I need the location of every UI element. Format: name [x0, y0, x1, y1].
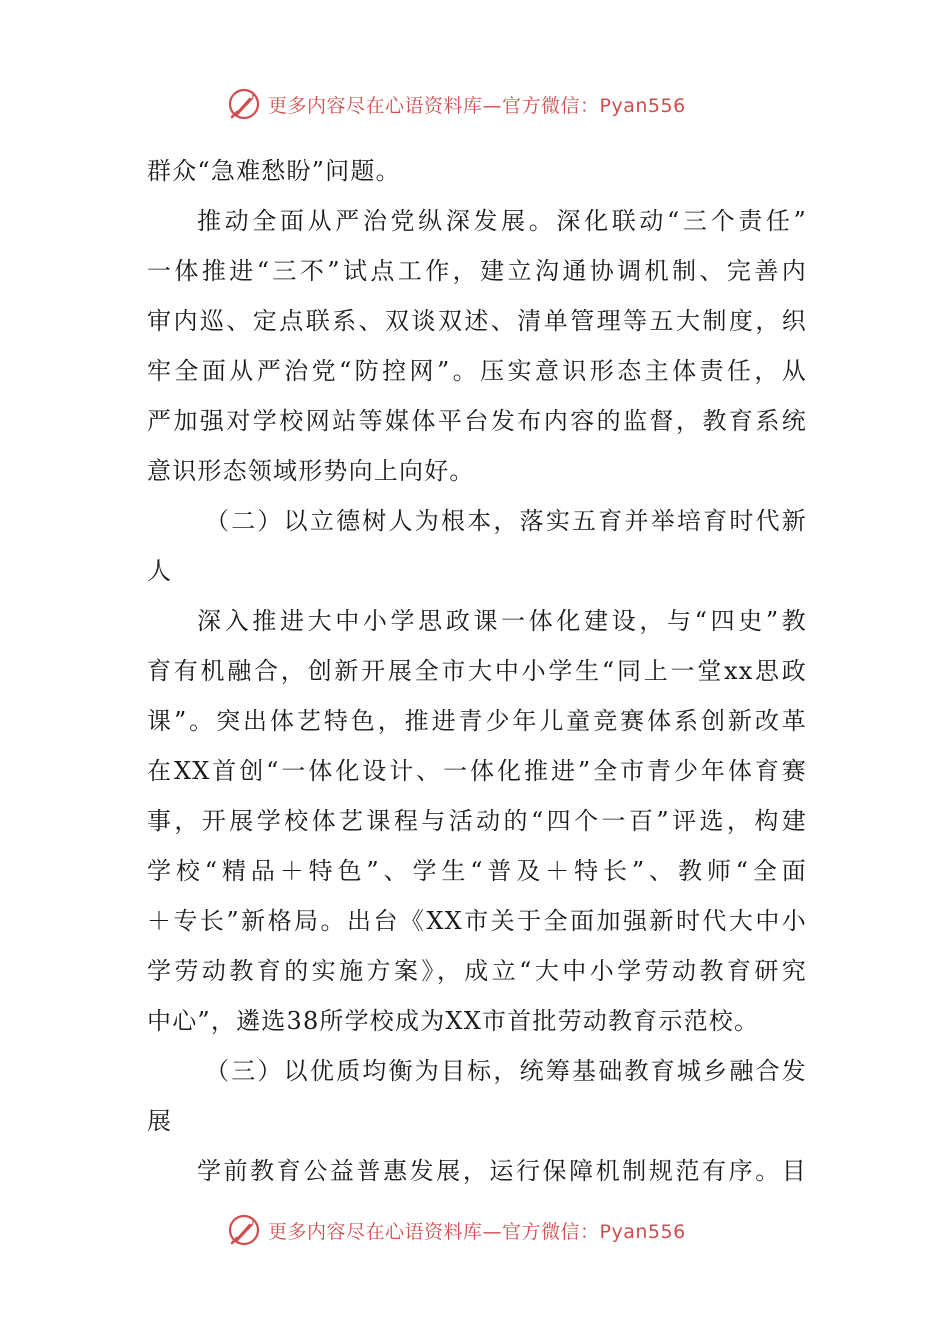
- section-heading-line: 展: [147, 1107, 173, 1135]
- body-line: 育有机融合，创新开展全市大中小学生“同上一堂xx思政: [147, 657, 807, 685]
- section-heading-line: （二）以立德树人为根本，落实五育并举培育时代新: [205, 507, 807, 535]
- pen-nib-logo-icon: [226, 86, 262, 122]
- paragraph-start-line: 深入推进大中小学思政课一体化建设，与“四史”教: [197, 607, 807, 635]
- body-line: 课”。突出体艺特色，推进青少年儿童竞赛体系创新改革: [147, 707, 807, 735]
- paragraph-start-line: 学前教育公益普惠发展，运行保障机制规范有序。目: [197, 1157, 807, 1185]
- body-line: 审内巡、定点联系、双谈双述、清单管理等五大制度，织: [147, 307, 807, 335]
- section-heading-line: （三）以优质均衡为目标，统筹基础教育城乡融合发: [205, 1057, 807, 1085]
- body-line: 事，开展学校体艺课程与活动的“四个一百”评选，构建: [147, 807, 807, 835]
- paragraph-start-line: 推动全面从严治党纵深发展。深化联动“三个责任”: [197, 207, 807, 235]
- footer-banner: [226, 1210, 686, 1250]
- body-line: 学校“精品＋特色”、学生“普及＋特长”、教师“全面: [147, 857, 807, 885]
- header-banner-text: 更多内容尽在心语资料库—官方微信：Pyan556: [268, 94, 686, 117]
- body-line: 严加强对学校网站等媒体平台发布内容的监督，教育系统: [147, 407, 807, 435]
- header-banner: [226, 84, 686, 124]
- body-line: 一体推进“三不”试点工作，建立沟通协调机制、完善内: [147, 257, 807, 285]
- body-line: 学劳动教育的实施方案》，成立“大中小学劳动教育研究: [147, 957, 807, 985]
- body-line: 牢全面从严治党“防控网”。压实意识形态主体责任，从: [147, 357, 807, 385]
- footer-banner-text: 更多内容尽在心语资料库—官方微信：Pyan556: [268, 1220, 686, 1243]
- pen-nib-logo-icon: [226, 1212, 262, 1248]
- body-line: 中心”，遴选38所学校成为XX市首批劳动教育示范校。: [147, 1007, 760, 1035]
- body-line: ＋专长”新格局。出台《XX市关于全面加强新时代大中小: [147, 907, 807, 935]
- section-heading-line: 人: [147, 557, 173, 585]
- document-body: [147, 146, 807, 1196]
- body-line: 意识形态领域形势向上向好。: [147, 457, 475, 485]
- body-line: 群众“急难愁盼”问题。: [147, 157, 401, 185]
- body-line: 在XX首创“一体化设计、一体化推进”全市青少年体育赛: [147, 757, 807, 785]
